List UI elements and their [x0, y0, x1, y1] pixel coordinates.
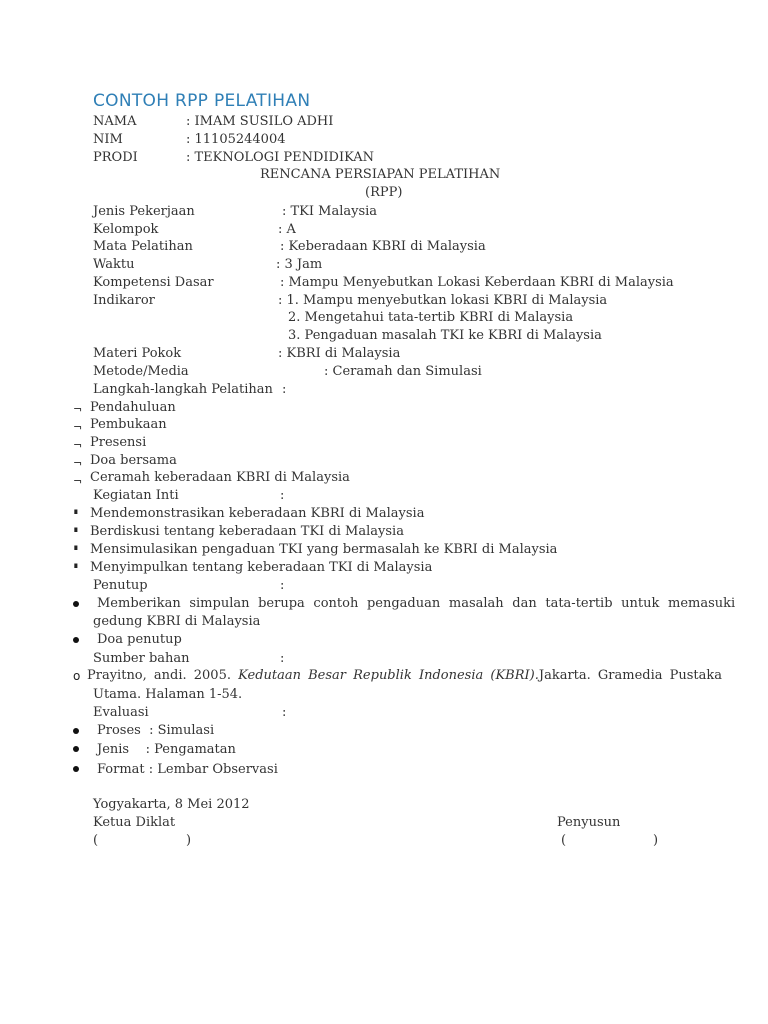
reference-title: Kedutaan Besar Republik Indonesia (KBRI).	[238, 668, 539, 683]
box-bullet-icon: ∎	[73, 561, 79, 571]
indikator-item-2: 2. Mengetahui tata-tertib KBRI di Malaysia	[288, 310, 574, 325]
field-langkah-value: :	[282, 382, 287, 397]
penutup-item-1-line-1: Memberikan simpulan berupa contoh pengaduan masalah dan tata-tertib untuk memasuki	[97, 596, 736, 611]
evaluasi-colon: :	[282, 705, 287, 720]
field-kompetensi-label: Kompetensi Dasar	[93, 275, 214, 290]
field-waktu-label: Waktu	[93, 257, 135, 272]
field-mata-value: : Keberadaan KBRI di Malaysia	[280, 239, 486, 254]
field-metode-value: : Ceramah dan Simulasi	[324, 364, 482, 379]
field-mata-label: Mata Pelatihan	[93, 239, 193, 254]
list-item: Menyimpulkan tentang keberadaan TKI di Malaysia	[90, 560, 433, 575]
reference-publisher: Jakarta. Gramedia Pustaka	[538, 668, 723, 683]
list-item: Mendemonstrasikan keberadaan KBRI di Malaysia	[90, 506, 425, 521]
list-item: Ceramah keberadaan KBRI di Malaysia	[90, 470, 350, 485]
list-item: Berdiskusi tentang keberadaan TKI di Malaysia	[90, 524, 404, 539]
plan-heading: RENCANA PERSIAPAN PELATIHAN	[260, 167, 501, 182]
circle-bullet-icon: o	[73, 669, 81, 683]
bullet-dot-icon	[73, 746, 79, 752]
left-signature-close: )	[186, 833, 192, 848]
reference-line-2: Utama. Halaman 1-54.	[93, 687, 243, 702]
identity-prodi-label: PRODI	[93, 150, 138, 165]
not-sign-bullet-icon: ¬	[73, 421, 83, 434]
field-kelompok-value: : A	[278, 222, 296, 237]
identity-nim-value: : 11105244004	[186, 132, 286, 147]
left-signatory-title: Ketua Diklat	[93, 815, 176, 830]
evaluasi-item-jenis: Jenis : Pengamatan	[97, 742, 236, 757]
document-title: CONTOH RPP PELATIHAN	[93, 91, 311, 111]
bullet-dot-icon	[73, 601, 79, 607]
bullet-dot-icon	[73, 728, 79, 734]
box-bullet-icon: ∎	[73, 543, 79, 553]
field-kompetensi-value: : Mampu Menyebutkan Lokasi Keberdaan KBRI di Malaysia	[280, 275, 674, 290]
list-item: Pendahuluan	[90, 400, 176, 415]
identity-name-label: NAMA	[93, 114, 137, 129]
sumber-label: Sumber bahan	[93, 651, 190, 666]
kegiatan-label: Kegiatan Inti	[93, 488, 179, 503]
left-signature-open: (	[93, 833, 99, 848]
identity-nim-label: NIM	[93, 132, 123, 147]
penutup-item-1-line-2: gedung KBRI di Malaysia	[93, 614, 261, 629]
field-metode-label: Metode/Media	[93, 364, 189, 379]
place-date: Yogyakarta, 8 Mei 2012	[93, 797, 250, 812]
field-indikator-label: Indikaror	[93, 293, 155, 308]
reference-author: Prayitno, andi. 2005.	[87, 668, 231, 683]
field-jenis-value: : TKI Malaysia	[282, 204, 378, 219]
identity-name-value: : IMAM SUSILO ADHI	[186, 114, 334, 129]
not-sign-bullet-icon: ¬	[73, 475, 83, 488]
bullet-dot-icon	[73, 637, 79, 643]
evaluasi-item-format: Format : Lembar Observasi	[97, 762, 278, 777]
penutup-label: Penutup	[93, 578, 148, 593]
penutup-colon: :	[280, 578, 285, 593]
reference-line-1	[87, 668, 722, 684]
field-jenis-label: Jenis Pekerjaan	[93, 204, 195, 219]
not-sign-bullet-icon: ¬	[73, 439, 83, 452]
kegiatan-colon: :	[280, 488, 285, 503]
list-item: Mensimulasikan pengaduan TKI yang bermasalah ke KBRI di Malaysia	[90, 542, 558, 557]
evaluasi-label: Evaluasi	[93, 705, 149, 720]
field-kelompok-label: Kelompok	[93, 222, 159, 237]
list-item: Pembukaan	[90, 417, 167, 432]
field-waktu-value: : 3 Jam	[276, 257, 323, 272]
not-sign-bullet-icon: ¬	[73, 403, 83, 416]
list-item: Doa bersama	[90, 453, 177, 468]
indikator-item-1: : 1. Mampu menyebutkan lokasi KBRI di Malaysia	[278, 293, 608, 308]
right-signature-close: )	[653, 833, 659, 848]
bullet-dot-icon	[73, 766, 79, 772]
sumber-colon: :	[280, 651, 285, 666]
right-signatory-title: Penyusun	[557, 815, 621, 830]
field-materi-value: : KBRI di Malaysia	[278, 346, 401, 361]
field-langkah-label: Langkah-langkah Pelatihan	[93, 382, 273, 397]
list-item: Presensi	[90, 435, 147, 450]
identity-prodi-value: : TEKNOLOGI PENDIDIKAN	[186, 150, 375, 165]
indikator-item-3: 3. Pengaduan masalah TKI ke KBRI di Malaysia	[288, 328, 602, 343]
box-bullet-icon: ∎	[73, 507, 79, 517]
box-bullet-icon: ∎	[73, 525, 79, 535]
plan-subheading: (RPP)	[365, 185, 403, 200]
right-signature-open: (	[561, 833, 567, 848]
not-sign-bullet-icon: ¬	[73, 457, 83, 470]
penutup-item-2: Doa penutup	[97, 632, 182, 647]
field-materi-label: Materi Pokok	[93, 346, 182, 361]
evaluasi-item-proses: Proses : Simulasi	[97, 723, 215, 738]
